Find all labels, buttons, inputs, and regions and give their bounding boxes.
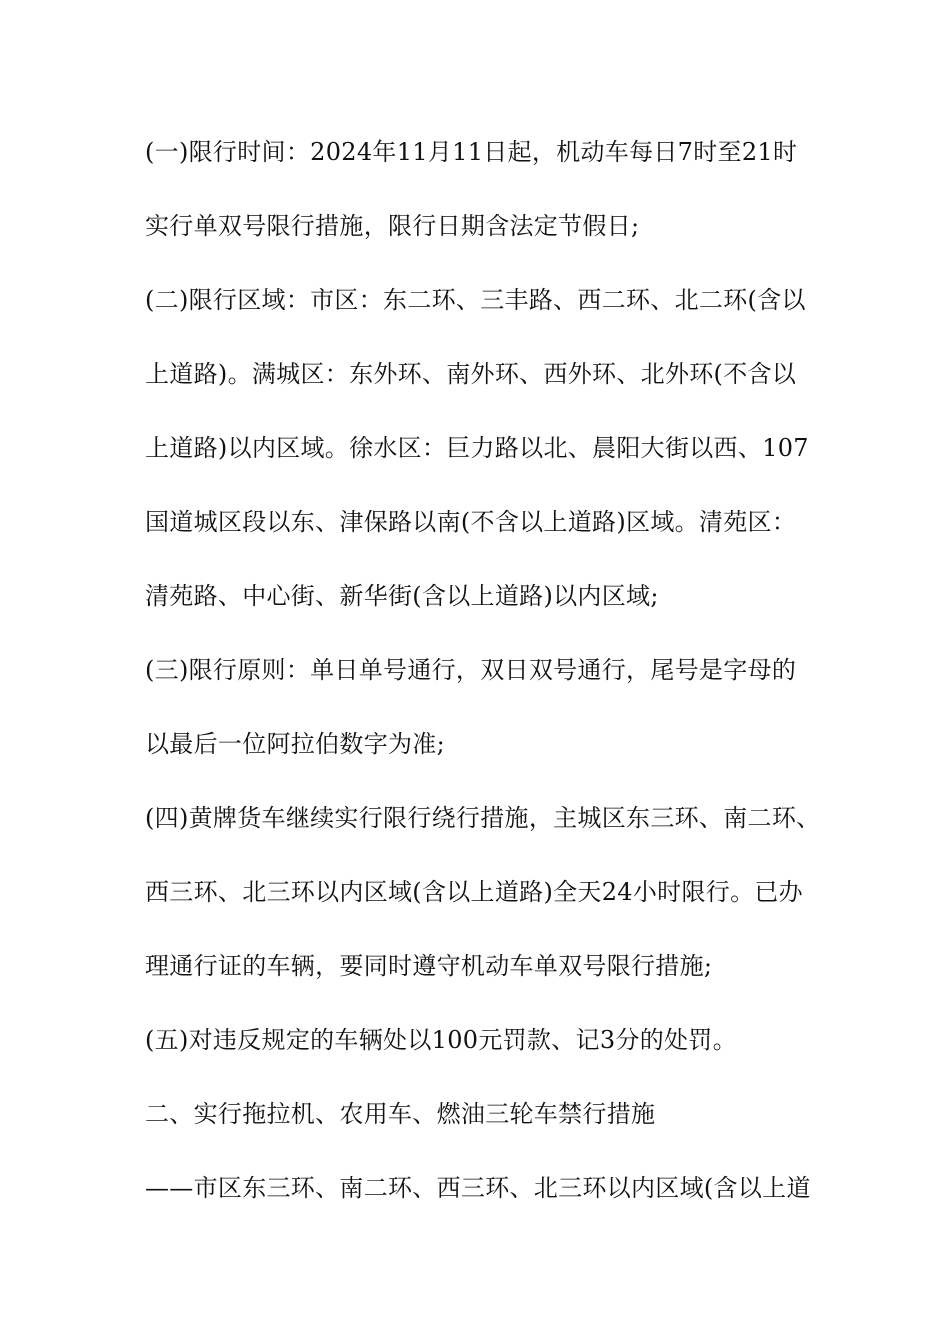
text-line: 西三环、北三环以内区域(含以上道路)全天24小时限行。已办 [145, 878, 803, 906]
text-line: 清苑路、中心街、新华街(含以上道路)以内区域; [145, 582, 659, 610]
text-line: 实行单双号限行措施，限行日期含法定节假日; [145, 212, 640, 240]
text-line: 理通行证的车辆，要同时遵守机动车单双号限行措施; [145, 952, 713, 980]
text-line: (三)限行原则：单日单号通行，双日双号通行，尾号是字母的 [145, 656, 797, 684]
text-line: 上道路)以内区域。徐水区：巨力路以北、晨阳大街以西、107 [145, 434, 809, 462]
text-line: (五)对违反规定的车辆处以100元罚款、记3分的处罚。 [145, 1026, 737, 1054]
text-line: 上道路)。满城区：东外环、南外环、西外环、北外环(不含以 [145, 360, 797, 388]
text-line: (二)限行区域：市区：东二环、三丰路、西二环、北二环(含以 [145, 286, 806, 314]
text-line: 以最后一位阿拉伯数字为准; [145, 730, 445, 758]
text-line: (一)限行时间：2024年11月11日起，机动车每日7时至21时 [145, 138, 798, 166]
text-line: (四)黄牌货车继续实行限行绕行措施，主城区东三环、南二环、 [145, 804, 821, 832]
section-heading: 二、实行拖拉机、农用车、燃油三轮车禁行措施 [145, 1100, 656, 1128]
text-line: ——市区东三环、南二环、西三环、北三环以内区域(含以上道 [145, 1174, 811, 1202]
text-line: 国道城区段以东、津保路以南(不含以上道路)区域。清苑区： [145, 508, 797, 536]
